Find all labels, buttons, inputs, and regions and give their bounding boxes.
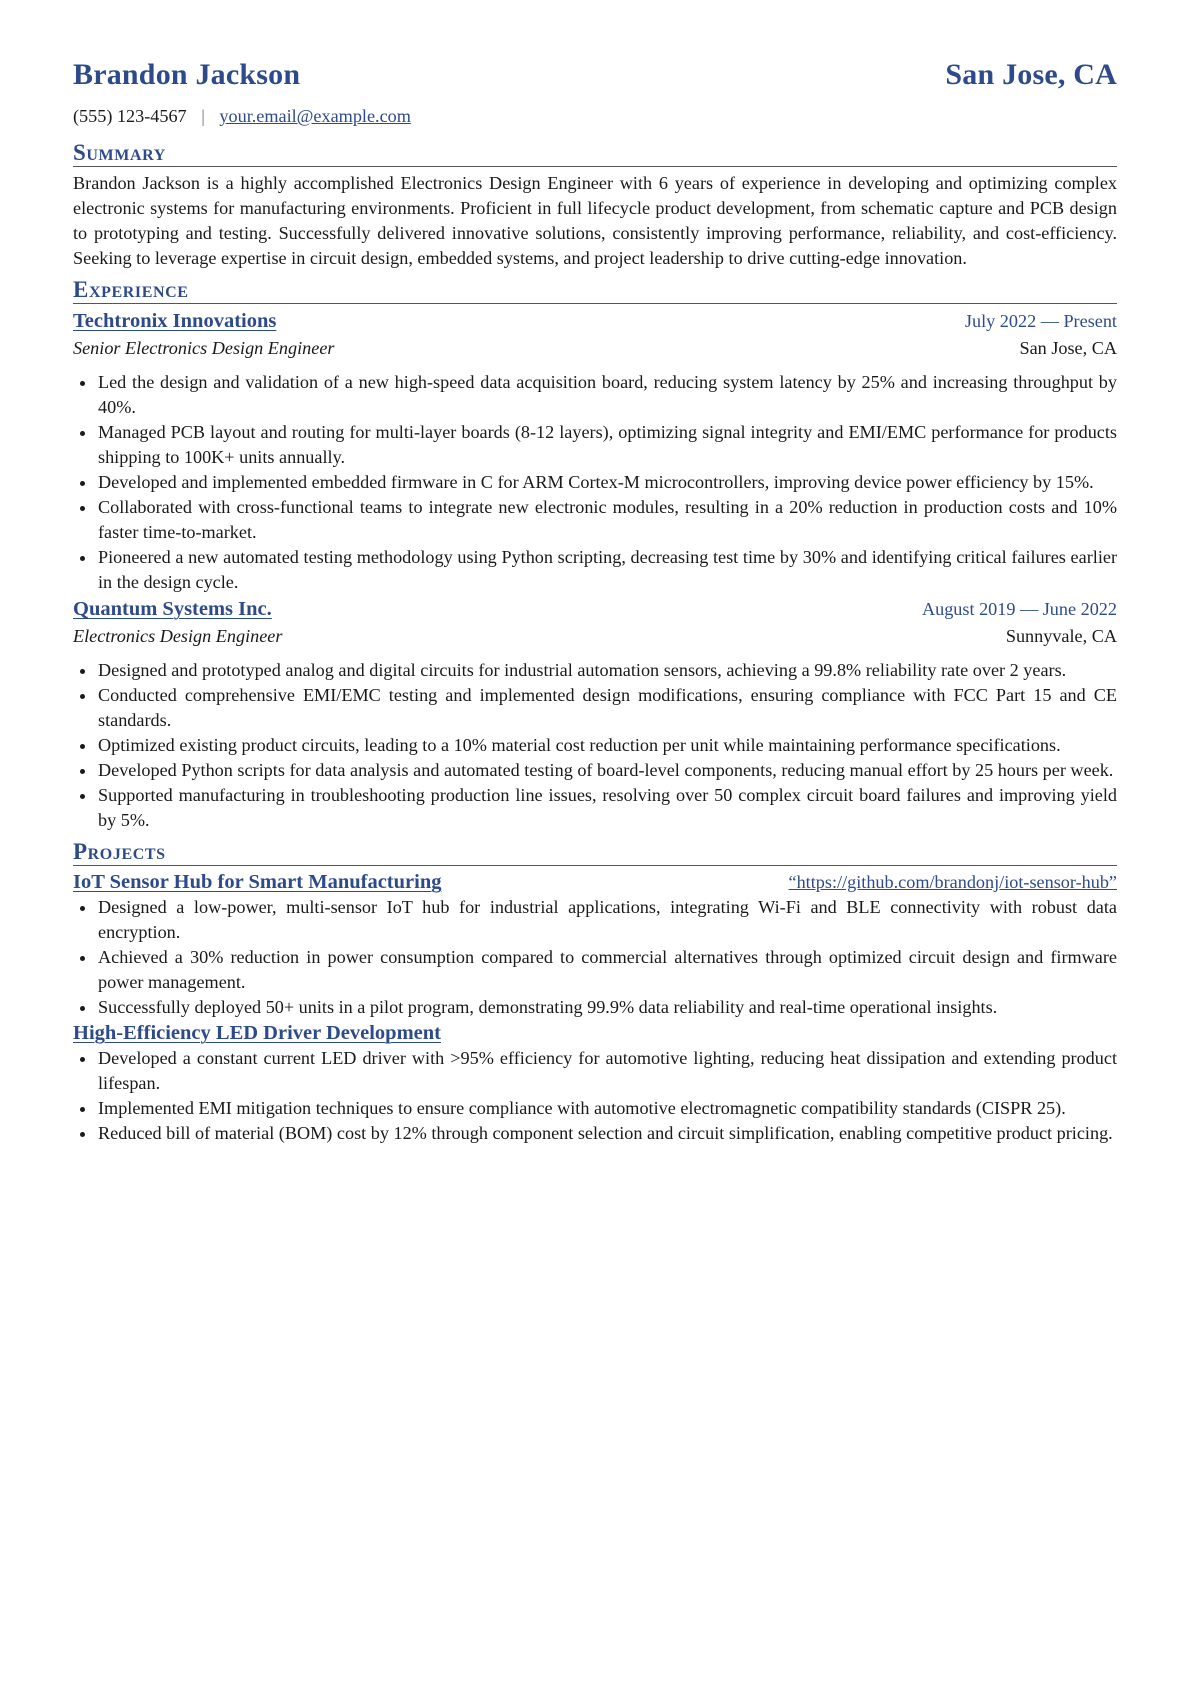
bullet-item: Managed PCB layout and routing for multi-layer boards (8-12 layers), optimizing signal integrity and EMI/EMC performance for products shipping to 100K+ units annually. (73, 420, 1117, 470)
job-location: San Jose, CA (1019, 338, 1117, 358)
candidate-location: San Jose, CA (945, 58, 1117, 91)
contact-info (73, 104, 1117, 134)
project-bullets (73, 895, 1117, 1020)
bullet-item: Implemented EMI mitigation techniques to ensure compliance with automotive electromagnetic compatibility standards (CISPR 25). (73, 1096, 1117, 1121)
job-location: Sunnyvale, CA (1005, 626, 1117, 646)
section-divider (73, 166, 1117, 167)
job-bullets (73, 370, 1117, 595)
section-title-experience: Experience (73, 277, 189, 302)
projects-section (73, 835, 1117, 1146)
bullet-item: Developed and implemented embedded firmware in C for ARM Cortex-M microcontrollers, improving device power efficiency by 15%. (73, 470, 1117, 495)
summary-section (73, 136, 1117, 271)
contact-separator: | (201, 106, 205, 126)
bullet-item: Designed a low-power, multi-sensor IoT hub for industrial applications, integrating Wi-Fi and BLE connectivity with robust data encryption. (73, 895, 1117, 945)
job-bullets (73, 658, 1117, 833)
bullet-item: Successfully deployed 50+ units in a pilot program, demonstrating 99.9% data reliability and real-time operational insights. (73, 995, 1117, 1020)
section-divider (73, 303, 1117, 304)
company-name-link[interactable]: Quantum Systems Inc. (73, 598, 272, 620)
candidate-name: Brandon Jackson (73, 58, 301, 91)
job-title: Electronics Design Engineer (73, 626, 283, 646)
phone-number: (555) 123-4567 (73, 106, 187, 126)
project-url-link[interactable]: “https://github.com/brandonj/iot-sensor-hub” (788, 872, 1117, 892)
company-name-link[interactable]: Techtronix Innovations (73, 310, 277, 332)
section-title-projects: Projects (73, 839, 166, 864)
bullet-item: Developed Python scripts for data analysis and automated testing of board-level components, reducing manual effort by 25 hours per week. (73, 758, 1117, 783)
project-title-link[interactable]: IoT Sensor Hub for Smart Manufacturing (73, 871, 442, 893)
project-bullets (73, 1046, 1117, 1146)
bullet-item: Led the design and validation of a new high-speed data acquisition board, reducing system latency by 25% and increasing throughput by 40%. (73, 370, 1117, 420)
job-dates: August 2019 — June 2022 (921, 599, 1117, 619)
section-title-summary: Summary (73, 140, 166, 165)
summary-text: Brandon Jackson is a highly accomplished Electronics Design Engineer with 6 years of experience in developing and optimizing complex electronic systems for manufacturing environments. Proficient in full lifecycle product development, from schematic capture and PCB design to prototyping and testing. Successfully delivered innovative solutions, consistently improving performance, reliability, and cost-efficiency. Seeking to leverage expertise in circuit design, embedded systems, and project leadership to drive cutting-edge innovation. (73, 173, 1117, 268)
project-title-link[interactable]: High-Efficiency LED Driver Development (73, 1022, 441, 1044)
project-entry (73, 870, 1117, 1020)
experience-section (73, 273, 1117, 833)
bullet-item: Designed and prototyped analog and digital circuits for industrial automation sensors, achieving a 99.8% reliability rate over 2 years. (73, 658, 1117, 683)
bullet-item: Reduced bill of material (BOM) cost by 12% through component selection and circuit simplification, enabling competitive product pricing. (73, 1121, 1117, 1146)
resume-header (73, 58, 1117, 104)
bullet-item: Supported manufacturing in troubleshooting production line issues, resolving over 50 complex circuit board failures and improving yield by 5%. (73, 783, 1117, 833)
bullet-item: Achieved a 30% reduction in power consumption compared to commercial alternatives through optimized circuit design and firmware power management. (73, 945, 1117, 995)
bullet-item: Collaborated with cross-functional teams to integrate new electronic modules, resulting in a 20% reduction in production costs and 10% faster time-to-market. (73, 495, 1117, 545)
job-title: Senior Electronics Design Engineer (73, 338, 335, 358)
email-link[interactable]: your.email@example.com (219, 106, 411, 126)
job-entry (73, 596, 1117, 833)
bullet-item: Pioneered a new automated testing methodology using Python scripting, decreasing test time by 30% and identifying critical failures earlier in the design cycle. (73, 545, 1117, 595)
project-entry (73, 1021, 1117, 1146)
bullet-item: Optimized existing product circuits, leading to a 10% material cost reduction per unit while maintaining performance specifications. (73, 733, 1117, 758)
bullet-item: Conducted comprehensive EMI/EMC testing and implemented design modifications, ensuring compliance with FCC Part 15 and CE standards. (73, 683, 1117, 733)
job-entry (73, 308, 1117, 595)
job-dates: July 2022 — Present (964, 311, 1117, 331)
bullet-item: Developed a constant current LED driver with >95% efficiency for automotive lighting, reducing heat dissipation and extending product lifespan. (73, 1046, 1117, 1096)
section-divider (73, 865, 1117, 866)
